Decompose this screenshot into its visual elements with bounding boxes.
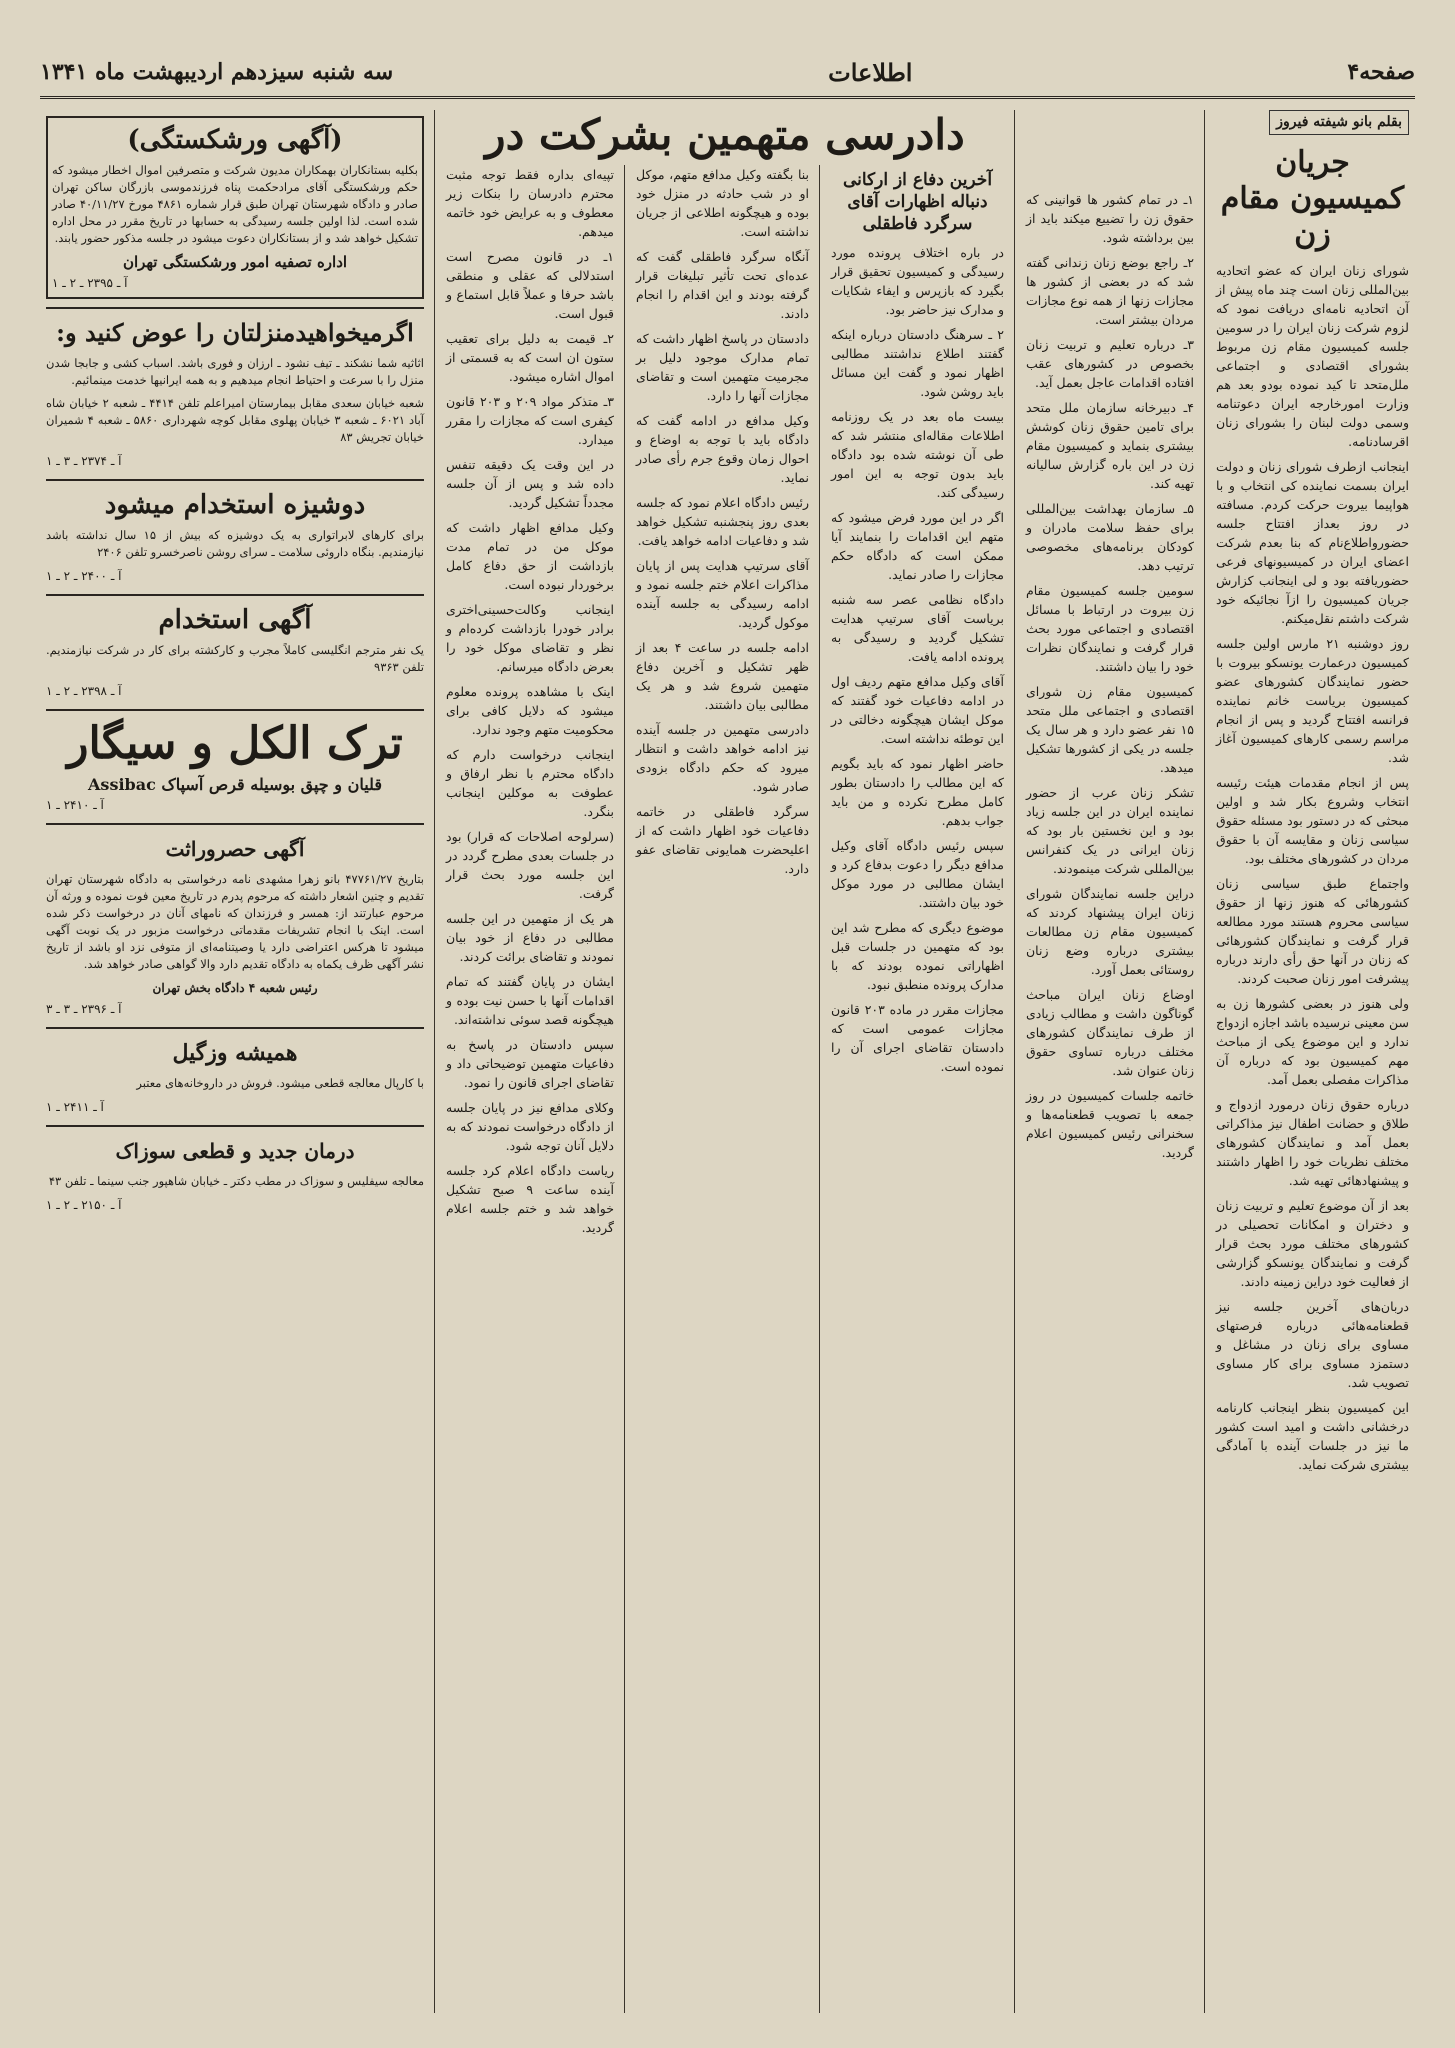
paragraph: ۳ـ درباره تعلیم و تربیت زنان بخصوص در کشورهای عقب افتاده اقدامات عاجل بعمل آید. <box>1026 337 1194 390</box>
paragraph: اگر در این مورد فرض میشود که متهم این اقدامات را بنمایند آیا ممکن است که دادگاه حکم مجازات را صادر نماید. <box>831 510 1004 582</box>
paragraph: تپیه‌ای بداره فقط توجه مثبت محترم دادرسان را بنکات زیر معطوف و به عرایض خود خاتمه میدهم. <box>446 167 614 239</box>
paragraph: حاضر اظهار نمود که باید بگویم که این مطالب را دادستان بطور کامل مطرح نکرده و من باید جواب بدهم. <box>831 756 1004 828</box>
paragraph: ۱ـ در قانون مصرح است استدلالی که عقلی و منطقی باشد حرفا و عملاً قابل استماع و قبول است. <box>446 249 614 321</box>
paragraph: واجتماع طبق سیاسی زنان کشورهائی که هنوز زنها از حقوق سیاسی محروم هستند مورد مطالعه قرار گرفت و نمایندگان کشورهائی که زنان در آنها حق رأی دارند درباره پیشرفت امور زنان صحبت کردند. <box>1216 876 1409 986</box>
paragraph: ۱ـ در تمام کشور ها قوانینی که حقوق زن را تضییع میکند باید از بین برداشته شود. <box>1026 192 1194 245</box>
column-trial-c <box>440 165 620 2013</box>
ad-title: همیشه وزگیل <box>172 1040 298 1066</box>
ad-code: آ ـ ۲۳۹۶ ـ ۳ ـ ۳ <box>46 1002 122 1016</box>
paragraph: درباره حقوق زنان درمورد ازدواج و طلاق و حضانت اطفال نیز مذاکراتی بعمل آمد و نمایندگان کشورهای مختلف نظریات خود را اظهار داشتند و پیشنهادهائی تهیه شد. <box>1216 1097 1409 1188</box>
paragraph: این کمیسیون بنظر اینجانب کارنامه درخشانی داشت و امید است کشور ما نیز در جلسات آینده با آمادگی بیشتری شرکت نماید. <box>1216 1400 1409 1472</box>
paragraph: بعد از آن موضوع تعلیم و تربیت زنان و دختران و امکانات تحصیلی در کشورهای مختلف مورد بحث قرار گرفت و نمایندگان یونسکو گزارشی از فعالیت خود دراین زمینه دادند. <box>1216 1198 1409 1289</box>
paragraph: کمیسیون مقام زن شورای اقتصادی و اجتماعی ملل متحد ۱۵ نفر عضو دارد و هر سال یک جلسه در یکی از کشورها تشکیل میدهد. <box>1026 684 1194 775</box>
paragraph: خاتمه جلسات کمیسیون در روز جمعه با تصویب قطعنامه‌ها و سخنرانی رئیس کمیسیون اعلام گردید. <box>1026 1088 1194 1160</box>
paragraph: دادگاه نظامی عصر سه شنبه بریاست آقای سرتیپ هدایت تشکیل گردید و رسیدگی به پرونده ادامه یافت. <box>831 592 1004 664</box>
headline-women-commission: جریان کمیسیون مقام زن <box>1220 145 1405 252</box>
paragraph: ۲ ـ سرهنگ دادستان درباره اینکه گفتند اطلاع نداشتند مطالبی اظهار نمود و گفت این مسائل باید روشن شود. <box>831 327 1004 399</box>
ad-text: برای کارهای لابراتواری به یک دوشیزه که بیش از ۱۵ سال نداشته باشد نیازمندیم. بنگاه داروئی سلامت ـ سرای روشن ناصرخسرو تلفن ۲۴۰۶ <box>46 528 424 559</box>
page-number: صفحه۴ <box>1347 59 1415 85</box>
trial-headline-box <box>440 110 1010 160</box>
ad-bankruptcy <box>46 116 424 299</box>
author-byline: بقلم بانو شیفته فیروز <box>1269 110 1409 135</box>
ad-phones: شعبه خیابان سعدی مقابل بیمارستان امیراعلم تلفن ۴۴۱۴ ـ شعبه ۲ خیابان شاه آباد ۶۰۲۱ ـ شعبه ۳ خیابان پهلوی مقابل کوچه شهرداری ۵۸۶۰ ـ شعبه ۴ شمیران خیابان تجریش ۸۳ <box>46 396 425 444</box>
paragraph: ولی هنوز در بعضی کشورها زن به سن معینی نرسیده باشد اجازه ازدواج ندارد و این موضوع یکی از مباحث مهم کمیسیون بود که درباره آن مذاکرات مفصلی بعمل آمد. <box>1216 996 1409 1087</box>
column-trial-b <box>630 165 815 2013</box>
column-women-commission <box>1210 110 1415 2013</box>
column-trial-a <box>825 165 1010 2013</box>
paragraph: وکیل مدافع اظهار داشت که موکل من در تمام مدت بازداشت از حق دفاع کامل برخوردار نبوده است. <box>446 520 614 592</box>
ad-quit-alcohol <box>46 709 424 815</box>
ad-title: درمان جدید و قطعی سوزاک <box>115 1139 355 1163</box>
issue-date: سه شنبه سیزدهم اردیبهشت ماه ۱۳۴۱ <box>40 59 394 85</box>
ad-text: اثاثیه شما نشکند ـ تیف نشود ـ ارزان و فوری باشد. اسباب کشی و جابجا شدن منزل را با سرعت و احتیاط انجام میدهیم و به همه ایرانیها خدمت مینمائیم. <box>46 356 424 387</box>
paragraph: اینک با مشاهده پرونده معلوم میشود که دلایل کافی برای محکومیت متهم وجود ندارد. <box>446 684 614 737</box>
paragraph: سپس رئیس دادگاه آقای وکیل مدافع دیگر را دعوت بدفاع کرد و ایشان مطالبی در مورد موکل خود بیان داشتند. <box>831 838 1004 910</box>
paragraph: هر یک از متهمین در این جلسه مطالبی در دفاع از خود بیان نمودند و تقاضای برائت کردند. <box>446 911 614 964</box>
paragraph: مجازات مقرر در ماده ۲۰۳ قانون مجازات عمومی است که دادستان تقاضای اجرای آن را نموده است. <box>831 1002 1004 1074</box>
ad-code: آ ـ ۲۴۱۱ ـ ۱ <box>46 1100 104 1114</box>
ad-subtitle: قلیان و چپق بوسیله قرص آسپاک Assibac <box>88 775 382 794</box>
paragraph: آقای وکیل مدافع متهم ردیف اول در ادامه دفاعیات خود گفتند که موکل ایشان هیچگونه دخالتی در این توطئه نداشته است. <box>831 674 1004 746</box>
ad-moving <box>46 307 424 471</box>
paragraph: (سرلوحه اصلاحات که قرار) بود در جلسات بعدی مطرح گردد در این جلسه مورد بحث قرار گرفت. <box>446 829 614 901</box>
paragraph: آقای سرتیپ هدایت پس از پایان مذاکرات اعلام ختم جلسه نمود و ادامه رسیدگی به جلسه آینده موکول گردید. <box>636 558 809 630</box>
paragraph: موضوع دیگری که مطرح شد این بود که متهمین در جلسات قبل اظهاراتی نموده بودند که با مدارک پرونده منطبق نبود. <box>831 920 1004 992</box>
paragraph: ۵ـ سازمان بهداشت بین‌المللی برای حفظ سلامت مادران و کودکان برنامه‌های مخصوصی ترتیب دهد. <box>1026 501 1194 573</box>
paragraph: در باره اختلاف پرونده مورد رسیدگی و کمیسیون تحقیق قرار بگیرد که بازپرس و ایفاء شکایات و مدارک نیز حاضر بود. <box>831 245 1004 317</box>
column-divider <box>1014 110 1015 2013</box>
ad-warts <box>46 1027 424 1117</box>
paragraph: دادرسی متهمین در جلسه آینده نیز ادامه خواهد داشت و انتظار میرود که حکم دادگاه بزودی صادر شود. <box>636 722 809 794</box>
paragraph: ادامه جلسه در ساعت ۴ بعد از ظهر تشکیل و آخرین دفاع متهمین شروع شد و هر یک مطالبی بیان داشتند. <box>636 640 809 712</box>
ad-text: بکلیه بستانکاران بهمکاران مدیون شرکت و متصرفین اموال اخطار میشود که حکم ورشکستگی آقای مرادحکمت پناه فرزندموسی بازرگان ساکن تهران صادر و دادگاه شهرستان تهران طبق قرار شماره ۴۸۶۱ مورخ ۴۰/۱۱/۲۷ صادر شده است. لذا اولین جلسه رسیدگی به حسابها در تاریخ مقرر در محل اداره تشکیل خواهد شد و از بستانکاران دعوت میشود در جلسه مذکور حضور یابند. <box>52 163 418 245</box>
paragraph: اوضاع زنان ایران مباحث گوناگون داشت و مطالب زیادی از طرف نمایندگان کشورهای مختلف درباره تساوی حقوق زنان عنوان شد. <box>1026 987 1194 1078</box>
paragraph: دربان‌های آخرین جلسه نیز قطعنامه‌هائی درباره فرصتهای مساوی برای زنان در مشاغل و دستمزد مساوی برای کار مساوی تصویب شد. <box>1216 1299 1409 1390</box>
paragraph: سومین جلسه کمیسیون مقام زن بیروت در ارتباط با مسائل اقتصادی و اجتماعی مورد بحث قرار گرفت و نمایندگان نظرات خود را بیان داشتند. <box>1026 583 1194 674</box>
column-women-commission-continued <box>1020 190 1200 2013</box>
ad-hiring-girl <box>46 479 424 586</box>
paragraph: ۲ـ قیمت به دلیل برای تعقیب ستون ان است که به قسمتی از اموال اشاره میشود. <box>446 331 614 384</box>
paragraph: ۴ـ دبیرخانه سازمان ملل متحد برای تامین حقوق زنان کوشش بیشتری بنماید و کمیسیون مقام زن در این باره گزارش سالیانه تهیه کند. <box>1026 400 1194 491</box>
paragraph: در این وقت یک دقیقه تنفس داده شد و پس از آن جلسه مجدداً تشکیل گردید. <box>446 457 614 510</box>
ad-signature: رئیس شعبه ۴ دادگاه بخش تهران <box>152 981 318 995</box>
ad-code: آ ـ ۲۴۰۰ ـ ۲ ـ ۱ <box>46 569 122 583</box>
paragraph: ریاست دادگاه اعلام کرد جلسه آینده ساعت ۹ صبح تشکیل خواهد شد و ختم جلسه اعلام گردید. <box>446 1163 614 1235</box>
ad-code: آ ـ ۲۳۹۵ ـ ۲ ـ ۱ <box>52 276 128 290</box>
column-advertisements <box>40 110 430 2013</box>
ad-title: (آگهی ورشکستگی) <box>127 125 343 155</box>
column-divider <box>819 165 820 2013</box>
paragraph: وکیل مدافع در ادامه گفت که دادگاه باید با توجه به اوضاع و احوال زمان وقوع جرم رأی صادر نماید. <box>636 413 809 485</box>
paragraph: آنگاه سرگرد فاطقلی گفت که عده‌ای تحت تأثیر تبلیغات قرار گرفته بودند و این اقدام را انجام دادند. <box>636 249 809 321</box>
ad-text: یک نفر مترجم انگلیسی کاملاً مجرب و کارکشته برای کار در شرکت نیازمندیم. تلفن ۹۳۶۳ <box>46 643 424 674</box>
headline-trial: دادرسی متهمین بشرکت در <box>485 110 965 159</box>
ad-title: آگهی استخدام <box>158 605 312 635</box>
masthead <box>40 48 1415 99</box>
ad-treatment <box>46 1125 424 1215</box>
paragraph: بیست ماه بعد در یک روزنامه اطلاعات مقاله‌ای منتشر شد که طی آن نوشته شده بود دادگاه باید بدون توجه به این امور رسیدگی کند. <box>831 409 1004 500</box>
subheadline-trial: آخرین دفاع از ارکانی دنباله اظهارات آقای سرگرد فاطقلی <box>842 170 993 234</box>
column-divider <box>624 165 625 2013</box>
paragraph: ایشان در پایان گفتند که تمام اقدامات آنها با حسن نیت بوده و هیچگونه قصد سوئی نداشته‌اند. <box>446 974 614 1027</box>
paragraph: اینجانب درخواست دارم که دادگاه محترم با نظر ارفاق و عطوفت به موکلین اینجانب بنگرد. <box>446 747 614 819</box>
paragraph: ۳ـ متذکر مواد ۲۰۹ و ۲۰۳ قانون کیفری است که مجازات را مقرر میدارد. <box>446 394 615 447</box>
ad-title: ترک الکل و سیگار <box>67 718 403 769</box>
paragraph: ۲ـ راجع بوضع زنان زندانی گفته شد که در بعضی از کشور ها مجازات زنها از همه نوع مجازات مردان بیشتر است. <box>1026 255 1194 327</box>
ad-title: آگهی حصروراثت <box>165 837 305 861</box>
paragraph: تشکر زنان عرب از حضور نماینده ایران در این جلسه زیاد بود و این نخستین بار بود که زنان ایرانی در یک کنفرانس بین‌المللی شرکت مینمودند. <box>1026 785 1194 876</box>
paragraph: شورای زنان ایران که عضو اتحادیه بین‌المللی زنان است چند ماه پیش از آن اتحادیه نامه‌ای دریافت نمود که لزوم شرکت زنان ایران را در سومین جلسه کمیسیون مقام زن مربوط بشورای اقتصادی و اجتماعی ملل‌متحد تا کید نموده بودو بعد هم وزارت امورخارجه ایران دعوتنامه وسمی دولت لبنان را بشورای زنان اقرسادنامه. <box>1216 263 1409 449</box>
column-divider <box>1204 110 1205 2013</box>
ad-text: بتاریخ ۴۷۷۶۱/۲۷ بانو زهرا مشهدی نامه درخواستی به دادگاه شهرستان تهران تقدیم و چنین اشعار داشته که مرحوم پدرم در تاریخ معین فوت نموده و ورثه آن مرحوم عبارتند از: همسر و فرزندان که نامهای آنان در درخواست ذکر شده است. اینک با انجام تشریفات مقدماتی درخواست مزبور در یک نوبت آگهی میشود تا هرکس اعتراضی دارد یا وصیتنامه‌ای از متوفی نزد او باشد از تاریخ نشر آگهی ظرف یکماه به دادگاه تقدیم دارد والا گواهی صادر خواهد شد. <box>46 872 424 971</box>
ad-hiring-translator <box>46 594 424 701</box>
ad-inheritance <box>46 823 424 1019</box>
paragraph: سپس دادستان در پاسخ به دفاعیات متهمین توضیحاتی داد و تقاضای اجرای قانون را نمود. <box>446 1037 614 1090</box>
paragraph: بنا بگفته وکیل مدافع متهم، موکل او در شب حادثه در منزل خود بوده و هیچگونه اطلاعی از جریان نداشته است. <box>636 167 809 239</box>
ad-title: دوشیزه استخدام میشود <box>104 490 366 520</box>
ad-text: معالجه سیفلیس و سوزاک در مطب دکتر ـ خیابان شاهپور جنب سینما ـ تلفن ۴۳ <box>48 1174 424 1188</box>
column-divider <box>434 110 435 2013</box>
ad-code: آ ـ ۲۴۱۰ ـ ۱ <box>46 798 104 812</box>
paragraph: سرگرد فاطقلی در خاتمه دفاعیات خود اظهار داشت که از اعلیحضرت همایونی تقاضای عفو دارد. <box>636 804 809 876</box>
paragraph: رئیس دادگاه اعلام نمود که جلسه بعدی روز پنجشنبه تشکیل خواهد شد و دفاعیات ادامه خواهد یافت. <box>636 495 809 548</box>
ad-signature: اداره تصفیه امور ورشکستگی تهران <box>122 253 348 271</box>
ad-text: با کارپال معالجه قطعی میشود. فروش در داروخانه‌های معتبر <box>136 1076 424 1090</box>
ad-title: اگرمیخواهیدمنزلتان را عوض کنید و: <box>56 318 414 347</box>
paragraph: پس از انجام مقدمات هیئت رئیسه انتخاب وشروع بکار شد و اولین مبحثی که در دستور بود مسئله حقوق سیاسی زنان و مقایسه آن با حقوق مردان در کشورهای مختلف بود. <box>1216 775 1409 866</box>
ad-code: آ ـ ۲۳۹۸ ـ ۲ ـ ۱ <box>46 684 122 698</box>
ad-code: آ ـ ۲۳۷۴ ـ ۳ ـ ۱ <box>46 454 122 468</box>
paragraph: وکلای مدافع نیز در پایان جلسه از دادگاه درخواست نمودند که به دلایل آنان توجه شود. <box>446 1100 614 1153</box>
ad-lower-row <box>46 815 424 1019</box>
paragraph: روز دوشنبه ۲۱ مارس اولین جلسه کمیسیون درعمارت یونسکو بیروت با حضور نمایندگان کشورهای عضو کمیسیون بریاست خانم نماینده فرانسه افتتاح گردید و پس از انجام مراسم رسمی کارهای کمیسیون آغاز شد. <box>1216 636 1409 765</box>
ad-code: آ ـ ۲۱۵۰ ـ ۲ ـ ۱ <box>46 1198 122 1212</box>
paragraph: اینجانب ازطرف شورای زنان و دولت ایران بسمت نماینده کی انتخاب و با هواپیما بیروت حرکت کردم. مسافته در روز بعداز افتتاح جلسه حضورواطلاع‌نام که بنا بعدم شرکت اعضای ایران در کمیسیونهای فرعی حضوریافته بود و لی اینجانب کزارش جریان کمیسیون را ازآ نجائیکه خود شرکت داشتم نقل‌میکنم. <box>1216 459 1409 626</box>
newspaper-name: اطلاعات <box>828 57 913 87</box>
paragraph: دادستان در پاسخ اظهار داشت که تمام مدارک موجود دلیل بر مجرمیت متهمین است و تقاضای مجازات آنها را دارد. <box>636 331 809 403</box>
paragraph: دراین جلسه نمایندگان شورای زنان ایران پیشنهاد کردند که کمیسیون مقام زن مطالعات بیشتری درباره وضع زنان روستائی بعمل آورد. <box>1026 886 1194 977</box>
paragraph: اینجانب وکالت‌حسینی‌اختری برادر خودرا بازداشت کرده‌ام و نظر و تقاضای موکل خود را بعرض دادگاه میرسانم. <box>446 602 614 674</box>
